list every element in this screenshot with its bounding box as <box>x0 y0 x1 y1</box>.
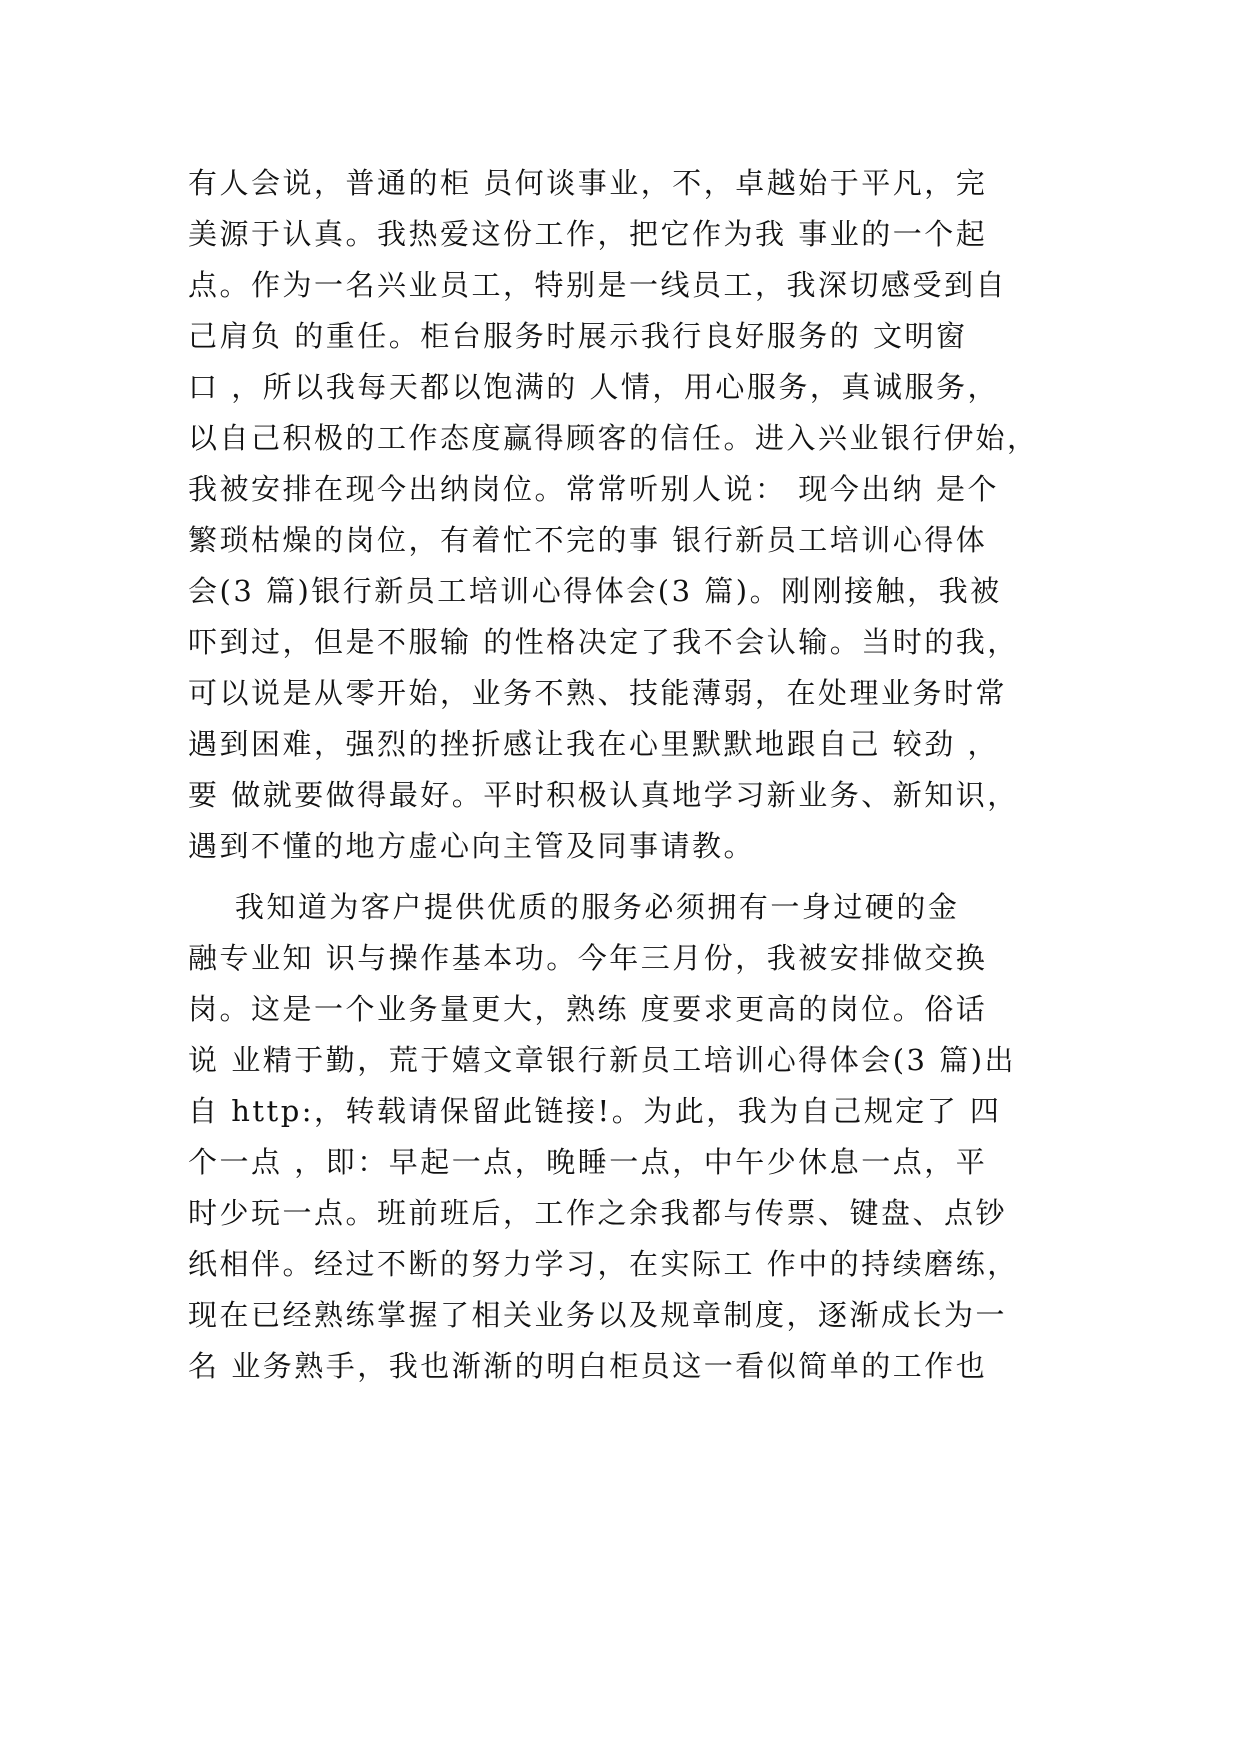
text-line: 说 业精于勤，荒于嬉文章银行新员工培训心得体会(3 篇)出 <box>188 1043 1017 1077</box>
text-line: 现在已经熟练掌握了相关业务以及规章制度，逐渐成长为一 <box>188 1298 1008 1332</box>
text-line: 时少玩一点。班前班后，工作之余我都与传票、键盘、点钞 <box>188 1196 1008 1230</box>
text-line: 纸相伴。经过不断的努力学习，在实际工 作中的持续磨练， <box>188 1247 1019 1281</box>
text-line: 可以说是从零开始，业务不熟、技能薄弱，在处理业务时常 <box>188 676 1008 710</box>
text-line: 吓到过，但是不服输 的性格决定了我不会认输。当时的我， <box>188 625 1019 659</box>
paragraph-spacer <box>188 872 1068 882</box>
text-line: 有人会说，普通的柜 员何谈事业，不，卓越始于平凡，完 <box>188 166 988 200</box>
text-line: 遇到不懂的地方虚心向主管及同事请教。 <box>188 829 756 863</box>
text-line: 己肩负 的重任。柜台服务时展示我行良好服务的 文明窗 <box>188 319 968 353</box>
text-line: 口 ，所以我每天都以饱满的 人情，用心服务，真诚服务， <box>188 370 999 404</box>
text-line: 会(3 篇)银行新员工培训心得体会(3 篇)。刚刚接触，我被 <box>188 574 1002 608</box>
text-line: 点。作为一名兴业员工，特别是一线员工，我深切感受到自 <box>188 268 1008 302</box>
text-line: 岗。这是一个业务量更大，熟练 度要求更高的岗位。俗话 <box>188 992 988 1026</box>
text-line: 遇到困难，强烈的挫折感让我在心里默默地跟自己 较劲 ， <box>188 727 999 761</box>
text-line: 自 http:，转载请保留此链接!。为此，我为自己规定了 四 <box>188 1094 1002 1128</box>
text-line: 以自己积极的工作态度赢得顾客的信任。进入兴业银行伊始， <box>188 421 1039 455</box>
text-line: 繁琐枯燥的岗位，有着忙不完的事 银行新员工培训心得体 <box>188 523 988 557</box>
paragraph-1 <box>188 158 1068 872</box>
text-line: 名 业务熟手，我也渐渐的明白柜员这一看似简单的工作也 <box>188 1349 988 1383</box>
text-line: 我被安排在现今出纳岗位。常常听别人说： 现今出纳 是个 <box>188 472 999 506</box>
text-line: 要 做就要做得最好。平时积极认真地学习新业务、新知识， <box>188 778 1019 812</box>
text-line: 融专业知 识与操作基本功。今年三月份，我被安排做交换 <box>188 941 988 975</box>
body-text <box>188 158 1068 1392</box>
text-line: 我知道为客户提供优质的服务必须拥有一身过硬的金 <box>188 890 960 924</box>
paragraph-2 <box>188 882 1068 1392</box>
text-line: 个一点 ，即：早起一点，晚睡一点，中午少休息一点，平 <box>188 1145 988 1179</box>
text-line: 美源于认真。我热爱这份工作，把它作为我 事业的一个起 <box>188 217 988 251</box>
